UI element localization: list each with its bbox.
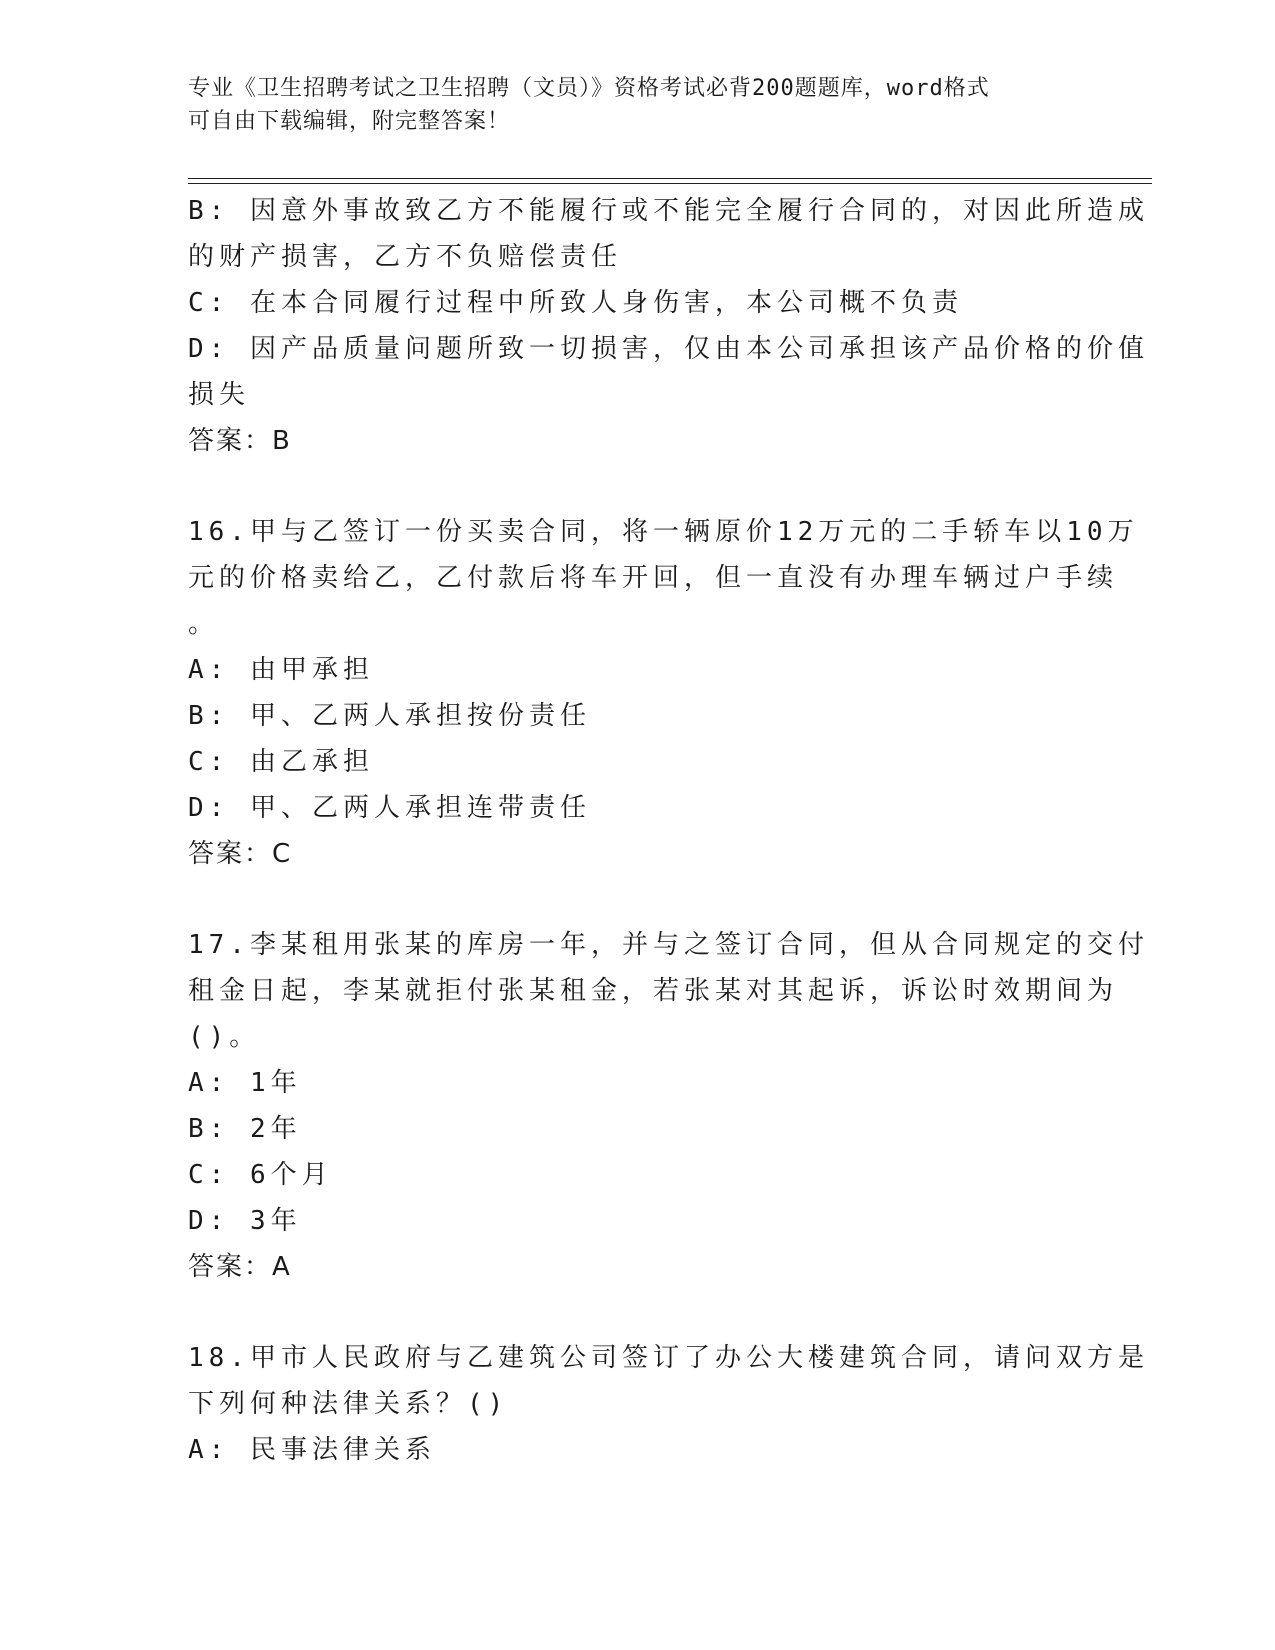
spacer bbox=[188, 464, 1068, 509]
question-18 bbox=[188, 1335, 1149, 1473]
spacer bbox=[188, 877, 1068, 922]
answer: 答案：A bbox=[188, 1252, 292, 1282]
option-d-line-2: 损失 bbox=[188, 380, 251, 410]
question-content bbox=[188, 188, 1149, 1473]
option-c: C: 在本合同履行过程中所致人身伤害，本公司概不负责 bbox=[188, 288, 963, 318]
document-header bbox=[188, 72, 1088, 138]
question-15-continued bbox=[188, 188, 1149, 464]
question-text-line-1: 17.李某租用张某的库房一年，并与之签订合同，但从合同规定的交付 bbox=[188, 930, 1149, 960]
question-text-line-1: 18.甲市人民政府与乙建筑公司签订了办公大楼建筑合同，请问双方是 bbox=[188, 1343, 1149, 1373]
option-d-line-1: D: 因产品质量问题所致一切损害，仅由本公司承担该产品价格的价值 bbox=[188, 334, 1149, 364]
answer: 答案：B bbox=[188, 426, 292, 456]
spacer bbox=[188, 1290, 1068, 1335]
header-title-line-1: 专业《卫生招聘考试之卫生招聘（文员）》资格考试必背200题题库，word格式 bbox=[188, 76, 990, 101]
header-divider-top bbox=[188, 178, 1152, 179]
header-divider-bottom bbox=[188, 183, 1152, 184]
header-title-line-2: 可自由下载编辑，附完整答案！ bbox=[188, 109, 511, 134]
option-a: A: 1年 bbox=[188, 1068, 302, 1098]
question-text-line-3: ()。 bbox=[188, 1022, 261, 1052]
question-text-line-2: 下列何种法律关系？() bbox=[188, 1389, 509, 1419]
option-a: A: 民事法律关系 bbox=[188, 1435, 436, 1465]
question-text-line-3: 。 bbox=[188, 609, 220, 639]
option-c: C: 6个月 bbox=[188, 1160, 333, 1190]
question-text-line-2: 元的价格卖给乙，乙付款后将车开回，但一直没有办理车辆过户手续 bbox=[188, 563, 1119, 593]
question-16 bbox=[188, 509, 1139, 877]
option-d: D: 甲、乙两人承担连带责任 bbox=[188, 793, 591, 823]
option-b: B: 甲、乙两人承担按份责任 bbox=[188, 701, 591, 731]
option-b-line-2: 的财产损害，乙方不负赔偿责任 bbox=[188, 242, 623, 272]
option-c: C: 由乙承担 bbox=[188, 747, 374, 777]
option-b-line-1: B: 因意外事故致乙方不能履行或不能完全履行合同的，对因此所造成 bbox=[188, 196, 1149, 226]
question-text-line-1: 16.甲与乙签订一份买卖合同，将一辆原价12万元的二手轿车以10万 bbox=[188, 517, 1139, 547]
option-a: A: 由甲承担 bbox=[188, 655, 374, 685]
answer: 答案：C bbox=[188, 839, 293, 869]
option-b: B: 2年 bbox=[188, 1114, 302, 1144]
option-d: D: 3年 bbox=[188, 1206, 302, 1236]
question-17 bbox=[188, 922, 1149, 1290]
question-text-line-2: 租金日起，李某就拒付张某租金，若张某对其起诉，诉讼时效期间为 bbox=[188, 976, 1119, 1006]
